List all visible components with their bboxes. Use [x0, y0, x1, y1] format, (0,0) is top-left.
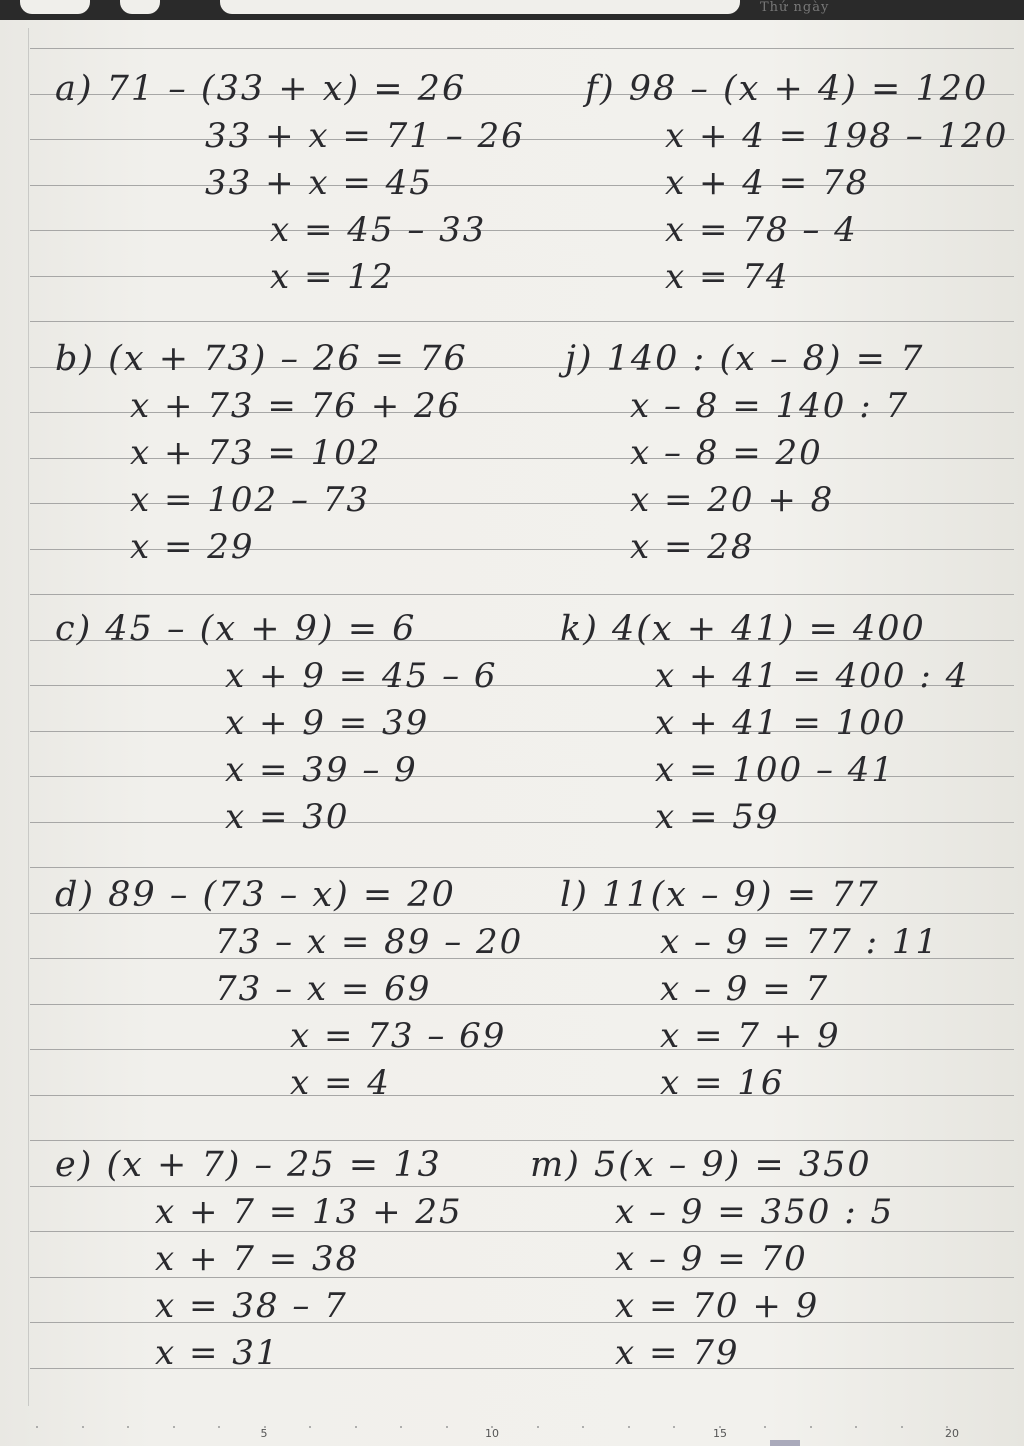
ruled-line — [30, 1140, 1014, 1141]
ruled-line — [30, 1049, 1014, 1050]
ruled-line — [30, 276, 1014, 277]
solution-step: x – 9 = 70 — [615, 1239, 808, 1279]
problem-equation: m) 5(x – 9) = 350 — [530, 1145, 872, 1185]
ruler-tick — [764, 1426, 766, 1428]
problem-equation: b) (x + 73) – 26 = 76 — [55, 339, 468, 379]
solution-step: x = 79 — [615, 1333, 740, 1373]
ruled-line — [30, 594, 1014, 595]
ruler-tick — [446, 1426, 448, 1428]
ruled-line — [30, 822, 1014, 823]
solution-step: x + 9 = 45 – 6 — [225, 656, 498, 696]
ruled-line — [30, 1004, 1014, 1005]
solution-step: x = 16 — [660, 1063, 785, 1103]
solution-step: x + 41 = 400 : 4 — [655, 656, 970, 696]
problem-equation: l) 11(x – 9) = 77 — [560, 875, 880, 915]
ruler-label: 20 — [945, 1427, 959, 1440]
problem-equation: k) 4(x + 41) = 400 — [560, 609, 926, 649]
solution-step: x + 4 = 198 – 120 — [665, 116, 1009, 156]
ruler-tick — [855, 1426, 857, 1428]
solution-step: x + 9 = 39 — [225, 703, 430, 743]
solution-step: x – 9 = 77 : 11 — [660, 922, 940, 962]
solution-step: x = 4 — [290, 1063, 391, 1103]
solution-step: x = 30 — [225, 797, 350, 837]
ruler-tick — [355, 1426, 357, 1428]
problem-equation: j) 140 : (x – 8) = 7 — [565, 339, 925, 379]
solution-step: x – 8 = 20 — [630, 433, 823, 473]
problem-equation: d) 89 – (73 – x) = 20 — [55, 875, 456, 915]
ruled-line — [30, 867, 1014, 868]
solution-step: x = 102 – 73 — [130, 480, 371, 520]
solution-step: x = 45 – 33 — [270, 210, 487, 250]
ruler-label: 15 — [713, 1427, 727, 1440]
solution-step: x = 74 — [665, 257, 790, 297]
ruler-label: 10 — [485, 1427, 499, 1440]
ruler-tick — [36, 1426, 38, 1428]
solution-step: x = 100 – 41 — [655, 750, 896, 790]
solution-step: x = 59 — [655, 797, 780, 837]
solution-step: x + 73 = 76 + 26 — [130, 386, 462, 426]
solution-step: x = 20 + 8 — [630, 480, 835, 520]
ruler-tick — [537, 1426, 539, 1428]
problem-equation: f) 98 – (x + 4) = 120 — [585, 69, 989, 109]
solution-step: 73 – x = 69 — [215, 969, 432, 1009]
header-faint-text: Thứ ngày — [760, 0, 830, 15]
solution-step: x = 38 – 7 — [155, 1286, 348, 1326]
solution-step: 73 – x = 89 – 20 — [215, 922, 524, 962]
problem-equation: c) 45 – (x + 9) = 6 — [55, 609, 417, 649]
ruler-tick — [218, 1426, 220, 1428]
ruler-tick — [82, 1426, 84, 1428]
ruler-tick — [901, 1426, 903, 1428]
ruled-line — [30, 230, 1014, 231]
solution-step: x + 7 = 13 + 25 — [155, 1192, 463, 1232]
ruler-tick — [127, 1426, 129, 1428]
solution-step: x – 8 = 140 : 7 — [630, 386, 910, 426]
solution-step: x – 9 = 350 : 5 — [615, 1192, 895, 1232]
solution-step: x = 73 – 69 — [290, 1016, 507, 1056]
solution-step: x – 9 = 7 — [660, 969, 830, 1009]
ruled-line — [30, 1186, 1014, 1187]
solution-step: x + 7 = 38 — [155, 1239, 360, 1279]
ruler-label: 5 — [260, 1427, 268, 1440]
ruler-tick — [173, 1426, 175, 1428]
ruler-tick — [628, 1426, 630, 1428]
solution-step: x = 29 — [130, 527, 255, 567]
solution-step: x = 78 – 4 — [665, 210, 858, 250]
solution-step: x = 28 — [630, 527, 755, 567]
margin-line — [28, 28, 29, 1406]
solution-step: x = 12 — [270, 257, 395, 297]
solution-step: x + 4 = 78 — [665, 163, 870, 203]
bottom-edge-mark — [770, 1440, 800, 1446]
problem-equation: e) (x + 7) – 25 = 13 — [55, 1145, 442, 1185]
solution-step: 33 + x = 45 — [205, 163, 433, 203]
ruled-line — [30, 48, 1014, 49]
ruler-tick — [810, 1426, 812, 1428]
solution-step: 33 + x = 71 – 26 — [205, 116, 525, 156]
solution-step: x + 41 = 100 — [655, 703, 907, 743]
solution-step: x = 70 + 9 — [615, 1286, 820, 1326]
ruler-tick — [309, 1426, 311, 1428]
problem-equation: a) 71 – (33 + x) = 26 — [55, 69, 467, 109]
solution-step: x = 31 — [155, 1333, 280, 1373]
solution-step: x + 73 = 102 — [130, 433, 382, 473]
ruler-tick — [400, 1426, 402, 1428]
solution-step: x = 39 – 9 — [225, 750, 418, 790]
ruler-tick — [582, 1426, 584, 1428]
page-ruler — [0, 1416, 1024, 1446]
solution-step: x = 7 + 9 — [660, 1016, 841, 1056]
ruler-tick — [673, 1426, 675, 1428]
ruled-line — [30, 1095, 1014, 1096]
ruled-line — [30, 321, 1014, 322]
